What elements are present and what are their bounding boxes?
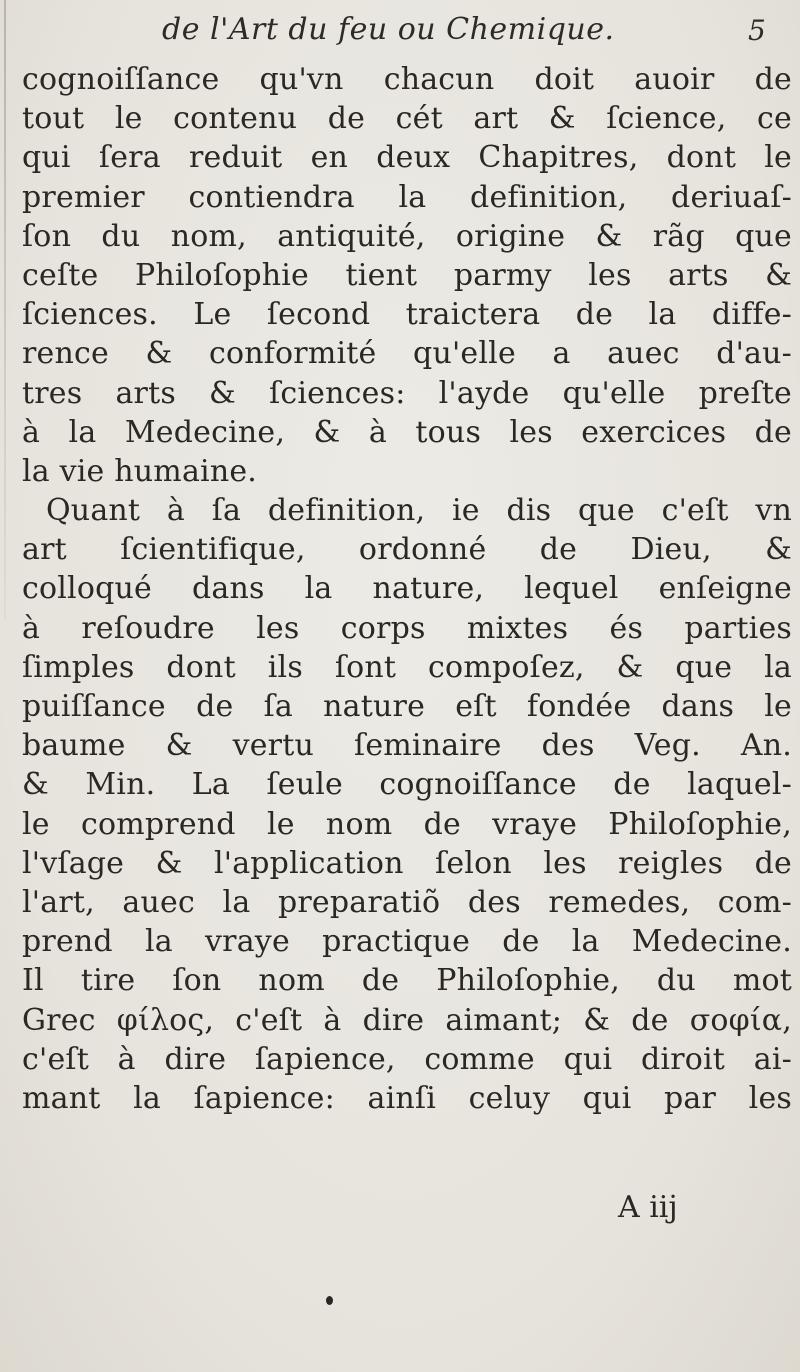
text-line: baume & vertu ſeminaire des Veg. An. bbox=[22, 728, 792, 764]
text-line: prend la vraye practique de la Medecine. bbox=[22, 924, 792, 960]
text-line: à reſoudre les corps mixtes és parties bbox=[22, 610, 792, 646]
running-head bbox=[0, 8, 800, 58]
text-line: ſon du nom, antiquité, origine & rãg que bbox=[22, 218, 792, 254]
text-line: Grec φίλος, c'eſt à dire aimant; & de σοφία, bbox=[22, 1002, 792, 1038]
text-line: Il tire ſon nom de Philoſophie, du mot bbox=[22, 963, 792, 999]
running-head-title: de l'Art du feu ou Chemique. bbox=[162, 12, 615, 47]
text-line: qui ſera reduit en deux Chapitres, dont le bbox=[22, 140, 792, 176]
text-line: tout le contenu de cét art & ſcience, ce bbox=[22, 101, 792, 137]
body-text bbox=[22, 60, 792, 1118]
text-line-paragraph-end: la vie humaine. bbox=[22, 453, 258, 489]
text-line: cognoiſſance qu'vn chacun doit auoir de bbox=[22, 62, 792, 97]
text-line: à la Medecine, & à tous les exercices de bbox=[22, 414, 792, 450]
text-line: mant la ſapience: ainſi celuy qui par les bbox=[22, 1080, 792, 1116]
ink-spot bbox=[326, 1296, 333, 1305]
text-line: colloqué dans la nature, lequel enſeigne bbox=[22, 571, 792, 607]
signature-mark: A iij bbox=[618, 1190, 678, 1225]
text-line: l'vſage & l'application ſelon les reigles de bbox=[22, 845, 792, 881]
text-line: premier contiendra la definition, deriuaſ- bbox=[22, 179, 792, 215]
text-line: ſciences. Le ſecond traictera de la diffe- bbox=[22, 297, 792, 333]
gutter-shadow bbox=[4, 0, 6, 620]
text-line: c'eſt à dire ſapience, comme qui diroit ai- bbox=[22, 1041, 792, 1077]
text-line-paragraph-start: Quant à ſa definition, ie dis que c'eſt vn bbox=[46, 493, 792, 529]
text-line: art ſcientifique, ordonné de Dieu, & bbox=[22, 532, 792, 568]
text-line: & Min. La ſeule cognoiſſance de laquel- bbox=[22, 767, 792, 803]
text-line: tres arts & ſciences: l'ayde qu'elle preſte bbox=[22, 375, 792, 411]
text-line: ceſte Philoſophie tient parmy les arts & bbox=[22, 257, 792, 293]
text-line: ſimples dont ils ſont compoſez, & que la bbox=[22, 649, 792, 685]
page-number: 5 bbox=[748, 14, 766, 47]
text-line: le comprend le nom de vraye Philoſophie, bbox=[22, 806, 792, 842]
text-line: l'art, auec la preparatiõ des remedes, com- bbox=[22, 884, 792, 920]
text-line: puiſſance de ſa nature eſt fondée dans le bbox=[22, 689, 792, 724]
text-line: rence & conformité qu'elle a auec d'au- bbox=[22, 336, 792, 372]
